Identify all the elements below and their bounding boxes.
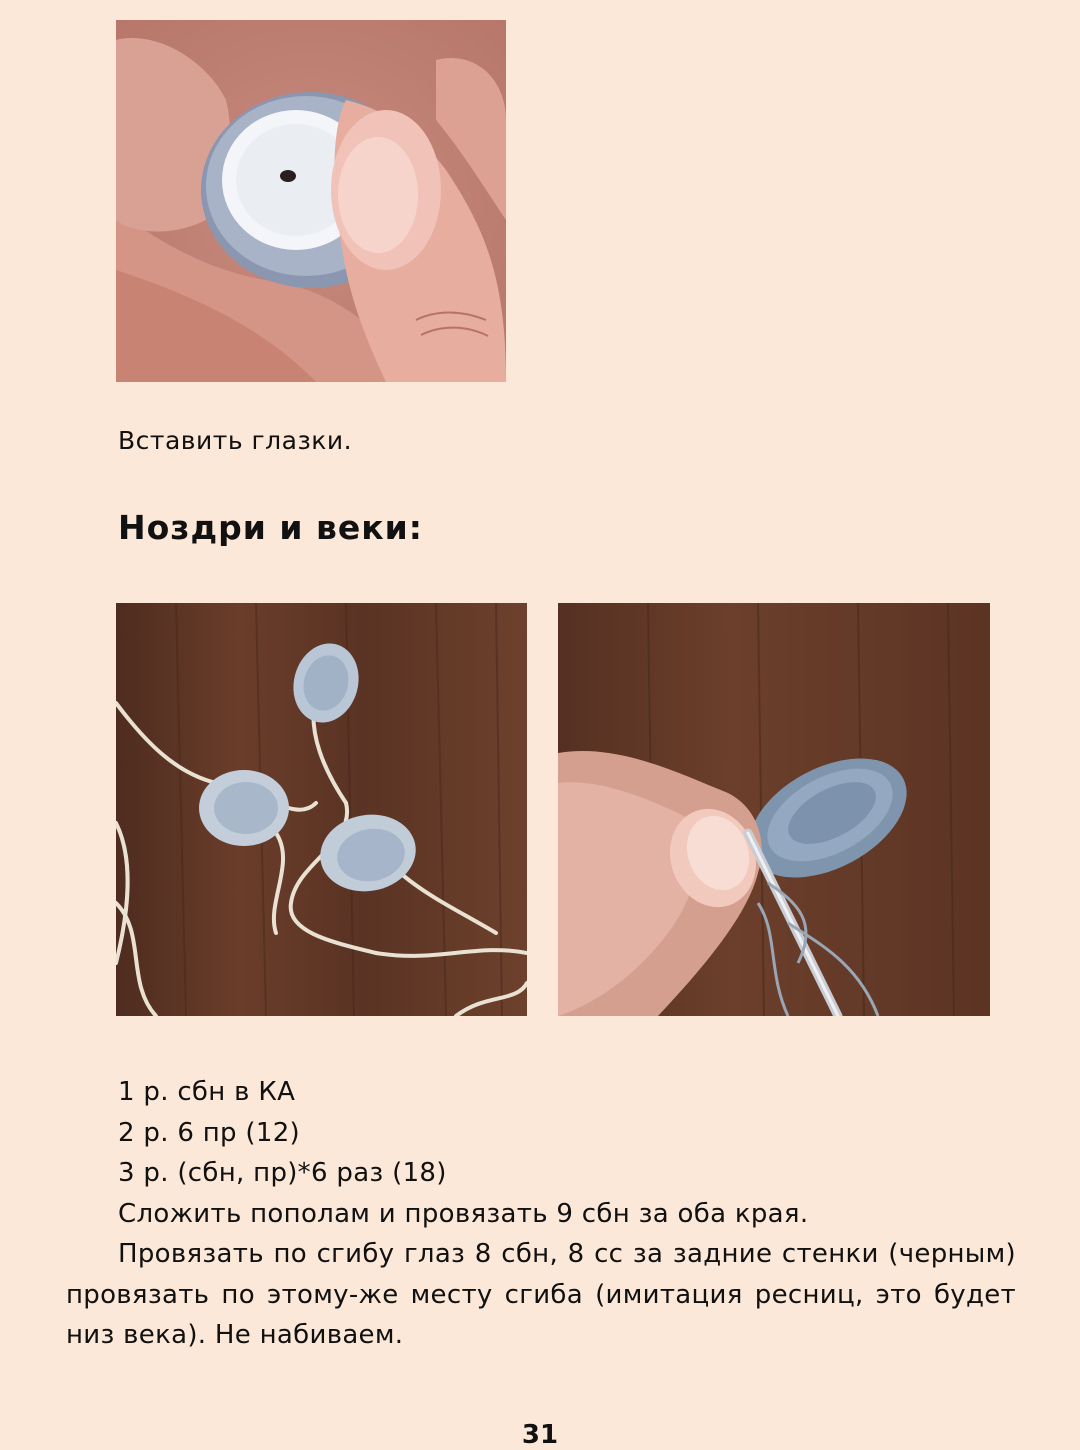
instruction-row-2: 2 р. 6 пр (12): [118, 1117, 300, 1148]
instructions: [66, 1072, 1016, 1356]
eye-photo: [116, 20, 506, 382]
section-title: Ноздри и веки:: [118, 508, 423, 547]
nostrils-photo: [116, 603, 527, 1016]
instruction-row-3: 3 р. (сбн, пр)*6 раз (18): [118, 1158, 447, 1188]
caption-insert-eyes: Вставить глазки.: [118, 426, 353, 455]
page-number: 31: [521, 1420, 559, 1450]
instruction-row-1: 1 р. сбн в КА: [118, 1077, 296, 1107]
instruction-paragraph: Провязать по сгибу глаз 8 сбн, 8 сс за задние стенки (черным) провязать по этому-же месту сгиба (имитация ресниц, это будет низ века). Не набиваем.: [66, 1239, 1016, 1350]
instruction-fold: Сложить пополам и провязать 9 сбн за оба края.: [118, 1198, 809, 1229]
eyelid-photo: [558, 603, 990, 1016]
